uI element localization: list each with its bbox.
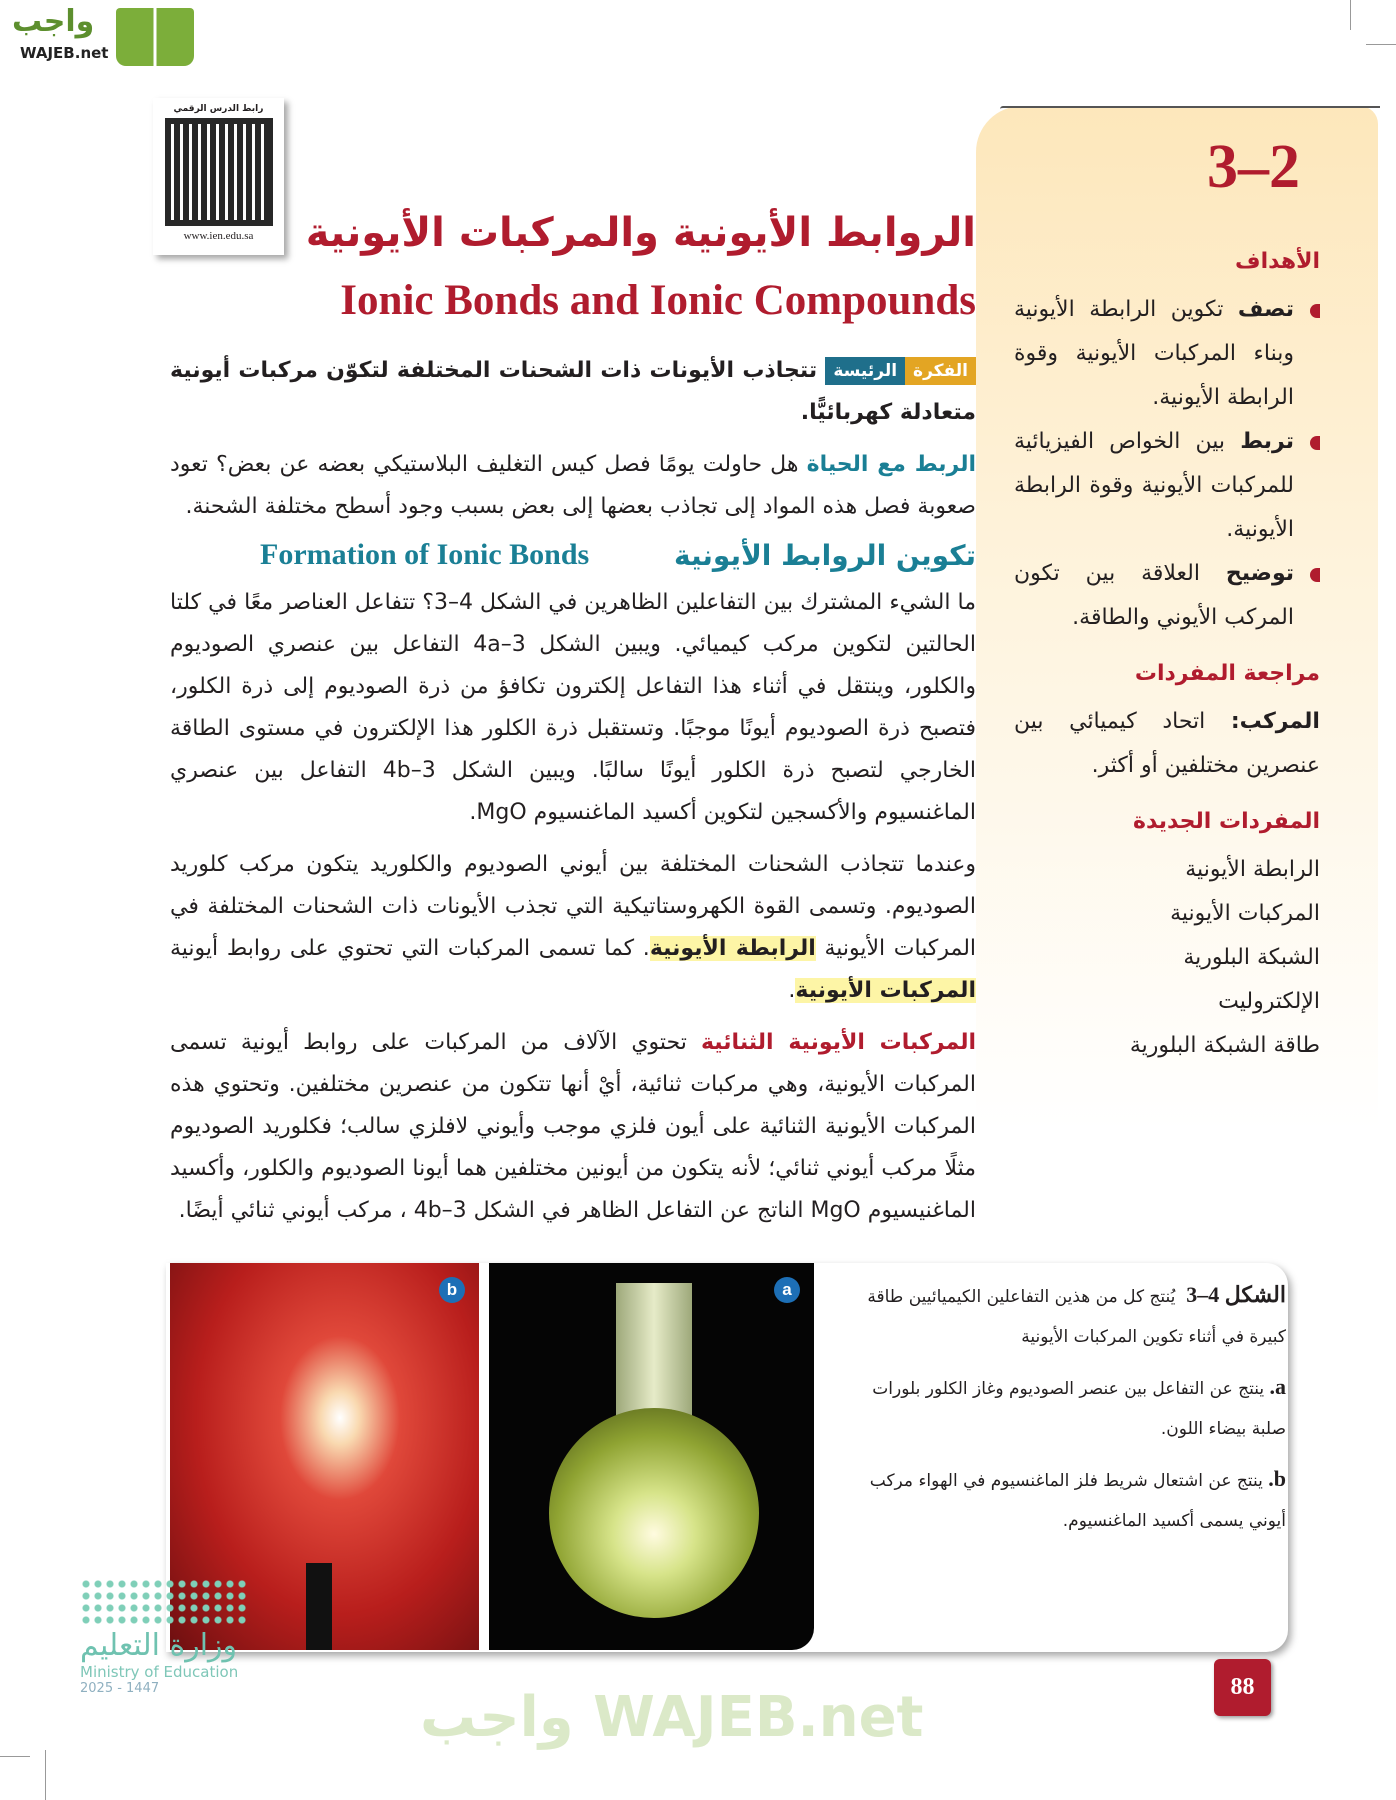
vocab-term[interactable]: الشبكة البلورية: [1183, 945, 1320, 970]
qr-card[interactable]: [153, 98, 284, 255]
ministry-name-ar: وزارة التعليم: [80, 1628, 238, 1663]
crop-mark: [1350, 0, 1351, 30]
real-world-text: هل حاولت يومًا فصل كيس التغليف البلاستيكي بعضه عن بعض؟ تعود صعوبة فصل هذه المواد إلى تجاذب بعضها إلى بعض بسبب وجود أسطح مختلفة الشحنة.: [170, 452, 976, 519]
ministry-logo: [80, 1578, 260, 1696]
objective-item: [1014, 288, 1320, 420]
vocab-term[interactable]: المركبات الأيونية: [1170, 901, 1320, 926]
crop-mark: [45, 1750, 46, 1800]
review-term: المركب:: [1230, 709, 1320, 734]
figure-label: الشكل 4–3: [1186, 1282, 1286, 1307]
caption-a: [850, 1367, 1286, 1449]
caption-letter: b.: [1268, 1466, 1286, 1491]
section-heading: [170, 538, 976, 572]
badge-a: a: [774, 1277, 800, 1303]
flask-neck: [616, 1283, 692, 1423]
vocab-term[interactable]: طاقة الشبكة البلورية: [1129, 1033, 1320, 1058]
caption-b: [850, 1459, 1286, 1541]
main-column: [170, 350, 976, 1242]
caption-letter: a.: [1269, 1374, 1286, 1399]
new-vocab-title: المفردات الجديدة: [1133, 809, 1320, 834]
objective-verb: تصف: [1237, 297, 1295, 322]
burner-icon: [306, 1563, 332, 1650]
qr-label: رابط الدرس الرقمي: [173, 104, 264, 114]
logo-text-en: WAJEB.net: [20, 44, 109, 62]
key-idea: [170, 350, 976, 434]
watermark: واجب WAJEB.net: [420, 1685, 924, 1750]
caption-text: ينتج عن التفاعل بين عنصر الصوديوم وغاز الكلور بلورات صلبة بيضاء اللون.: [872, 1379, 1286, 1439]
vocab-term[interactable]: الرابطة الأيونية: [1185, 857, 1320, 882]
paragraph-1: ما الشيء المشترك بين التفاعلين الظاهرين في الشكل 4–3؟ تتفاعل العناصر معًا في كلتا الحالتين لتكوين مركب كيميائي. ويبين الشكل 4a–3 التفاعل بين عنصري الصوديوم والكلور، وينتقل في أثناء هذا التفاعل إلكترون تكافؤ من ذرة الصوديوم إلى ذرة الكلور، فتصبح ذرة الصوديوم أيونًا موجبًا. وتستقبل ذرة الكلور هذا الإلكترون في مستوى الطاقة الخارجي لتصبح ذرة الكلور أيونًا سالبًا. ويبين الشكل 4b–3 التفاعل بين عنصري الماغنسيوم والأكسجين لتكوين أكسيد الماغنسيوم MgO.: [170, 590, 977, 825]
key-idea-text: تتجاذب الأيونات ذات الشحنات المختلفة لتكوّن مركبات أيونية متعادلة كهربائيًّا.: [170, 358, 976, 425]
page-number: 88: [1214, 1659, 1271, 1716]
objective-verb: تربط: [1240, 429, 1294, 454]
objective-verb: توضيح: [1225, 561, 1294, 586]
flask-icon: [549, 1408, 759, 1618]
section-number: 3–2: [1207, 133, 1300, 201]
sidebar: [1014, 228, 1320, 1068]
caption-text: ينتج عن اشتعال شريط فلز الماغنسيوم في الهواء مركب أيوني يسمى أكسيد الماغنسيوم.: [869, 1471, 1286, 1531]
paragraph-text: وعندما تتجاذب الشحنات المختلفة بين أيوني الصوديوم والكلوريد يتكون مركب كلوريد الصوديوم. وتسمى القوة الكهروستاتيكية التي تجذب الأيونات ذات الشحنات المختلفة في المركبات الأيونية: [170, 852, 977, 961]
page-title-ar: الروابط الأيونية والمركبات الأيونية: [305, 210, 976, 256]
real-world-link: [170, 444, 976, 528]
objectives-title: الأهداف: [1235, 249, 1320, 274]
objective-text: العلاقة بين تكون المركب الأيوني والطاقة.: [1014, 561, 1294, 630]
new-vocab-list: [1014, 848, 1320, 1068]
section-heading-en: Formation of Ionic Bonds: [260, 538, 590, 571]
review-definition: اتحاد كيميائي بين عنصرين مختلفين أو أكثر.: [1014, 709, 1320, 778]
crop-mark: [1366, 44, 1396, 45]
key-term: المركبات الأيونية: [795, 978, 976, 1003]
vocab-review-title: مراجعة المفردات: [1134, 661, 1320, 686]
paragraph-text: تحتوي الآلاف من المركبات على روابط أيونية تسمى المركبات الأيونية، وهي مركبات ثنائية، أيْ أنها تتكون من عنصرين مختلفين. وتحتوي هذه المركبات الأيونية الثنائية على أيون فلزي موجب وأيوني لافلزي سالب؛ فكلوريد الصوديوم مثلًا مركب أيوني ثنائي؛ لأنه يتكون من أيونين مختلفين هما أيونا الصوديوم والكلور، وأكسيد الماغنيسيوم MgO الناتج عن التفاعل الظاهر في الشكل 4b–3 ، مركب أيوني ثنائي أيضًا.: [170, 1030, 976, 1223]
paragraph-3: [170, 1022, 976, 1232]
real-world-label: الربط مع الحياة: [806, 452, 977, 477]
qr-code-icon[interactable]: [165, 118, 273, 226]
caption-main: [850, 1275, 1286, 1357]
objective-text: تكوين الرابطة الأيونية وبناء المركبات الأيونية وقوة الرابطة الأيونية.: [1014, 297, 1294, 410]
caption-text: يُنتج كل من هذين التفاعلين الكيميائيين طاقة كبيرة في أثناء تكوين المركبات الأيونية: [867, 1287, 1286, 1347]
section-heading-ar: تكوين الروابط الأيونية: [673, 538, 976, 572]
qr-url[interactable]: www.ien.edu.sa: [183, 230, 254, 242]
paragraph-label: المركبات الأيونية الثنائية: [700, 1030, 976, 1055]
page-title-en: Ionic Bonds and Ionic Compounds: [340, 277, 976, 324]
book-icon: [116, 8, 194, 66]
key-idea-tag: الفكرة: [905, 357, 976, 385]
paragraph-2: [170, 844, 976, 1012]
ministry-name-en: Ministry of Education: [80, 1663, 239, 1681]
ministry-dots-icon: [80, 1578, 250, 1628]
figure-caption: [850, 1275, 1286, 1541]
wajeb-logo[interactable]: [8, 4, 193, 70]
objective-text: بين الخواص الفيزيائية للمركبات الأيونية وقوة الرابطة الأيونية.: [1014, 429, 1294, 542]
key-term: الرابطة الأيونية: [649, 936, 816, 961]
tab-divider: [1000, 106, 1380, 109]
key-idea-tag-2: الرئيسة: [825, 357, 905, 385]
paragraph-text: . كما تسمى المركبات التي تحتوي على روابط أيونية: [170, 936, 650, 961]
ministry-year: 2025 - 1447: [80, 1681, 160, 1696]
badge-b: b: [439, 1277, 465, 1303]
objectives-list: [1014, 288, 1320, 640]
paragraph-text: .: [788, 978, 796, 1003]
sodium-chlorine-flask-photo: [489, 1263, 814, 1650]
logo-text-ar: واجب: [12, 4, 95, 39]
crop-mark: [0, 1756, 30, 1757]
objective-item: [1014, 420, 1320, 552]
objective-item: [1014, 552, 1320, 640]
vocab-term[interactable]: الإلكتروليت: [1218, 989, 1320, 1014]
vocab-review: [1014, 700, 1320, 788]
